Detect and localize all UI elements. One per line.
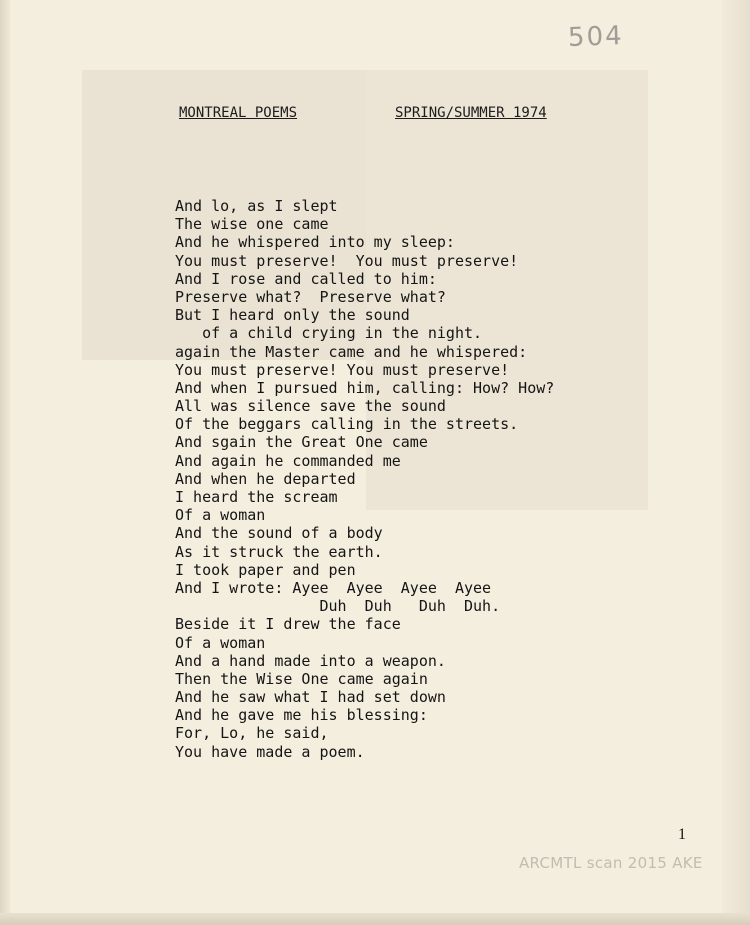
poem-line: But I heard only the sound	[175, 306, 410, 325]
header-publication-title: MONTREAL POEMS	[179, 105, 298, 121]
poem-line: And sgain the Great One came	[175, 433, 428, 452]
poem-line: Of a woman	[175, 506, 266, 525]
poem-line: Of the beggars calling in the streets.	[175, 415, 519, 434]
poem-line: again the Master came and he whispered:	[175, 342, 528, 361]
header-issue-date: SPRING/SUMMER 1974	[395, 105, 547, 121]
poem-line: And he gave me his blessing:	[175, 706, 428, 725]
poem-line: And I rose and called to him:	[175, 269, 437, 288]
poem-body	[175, 197, 554, 761]
scan-watermark: ARCMTL scan 2015 AKE	[519, 854, 703, 872]
poem-line: And the sound of a body	[175, 524, 383, 543]
poem-line: As it struck the earth.	[175, 542, 383, 561]
poem-line: And a hand made into a weapon.	[175, 651, 446, 670]
handwritten-page-number: 504	[567, 21, 625, 53]
poem-line: Beside it I drew the face	[175, 615, 401, 634]
poem-line: All was silence save the sound	[175, 397, 446, 416]
poem-line: The wise one came	[175, 215, 329, 234]
binding-edge	[0, 0, 10, 925]
page-number: 1	[678, 826, 686, 843]
poem-line: You must preserve! You must preserve!	[175, 360, 510, 379]
poem-line: And he whispered into my sleep:	[175, 233, 455, 252]
right-page-edge	[722, 0, 750, 925]
poem-line: And I wrote: Ayee Ayee Ayee Ayee	[175, 578, 492, 597]
poem-line: Preserve what? Preserve what?	[175, 287, 446, 306]
bottom-page-edge	[0, 913, 750, 925]
poem-line: of a child crying in the night.	[175, 324, 483, 343]
poem-line: You have made a poem.	[175, 742, 365, 761]
poem-line: And lo, as I slept	[175, 197, 338, 215]
poem-line: And he saw what I had set down	[175, 688, 446, 707]
poem-line: You must preserve! You must preserve!	[175, 251, 519, 270]
poem-line: Of a woman	[175, 633, 266, 652]
poem-line: For, Lo, he said,	[175, 724, 329, 743]
poem-line: Duh Duh Duh Duh.	[175, 597, 501, 616]
poem-line: I took paper and pen	[175, 560, 356, 579]
poem-line: And when he departed	[175, 469, 356, 488]
poem-line: I heard the scream	[175, 488, 338, 506]
poem-line: Then the Wise One came again	[175, 669, 428, 688]
poem-line: And again he commanded me	[175, 451, 401, 470]
poem-line: And when I pursued him, calling: How? How?	[175, 378, 555, 397]
